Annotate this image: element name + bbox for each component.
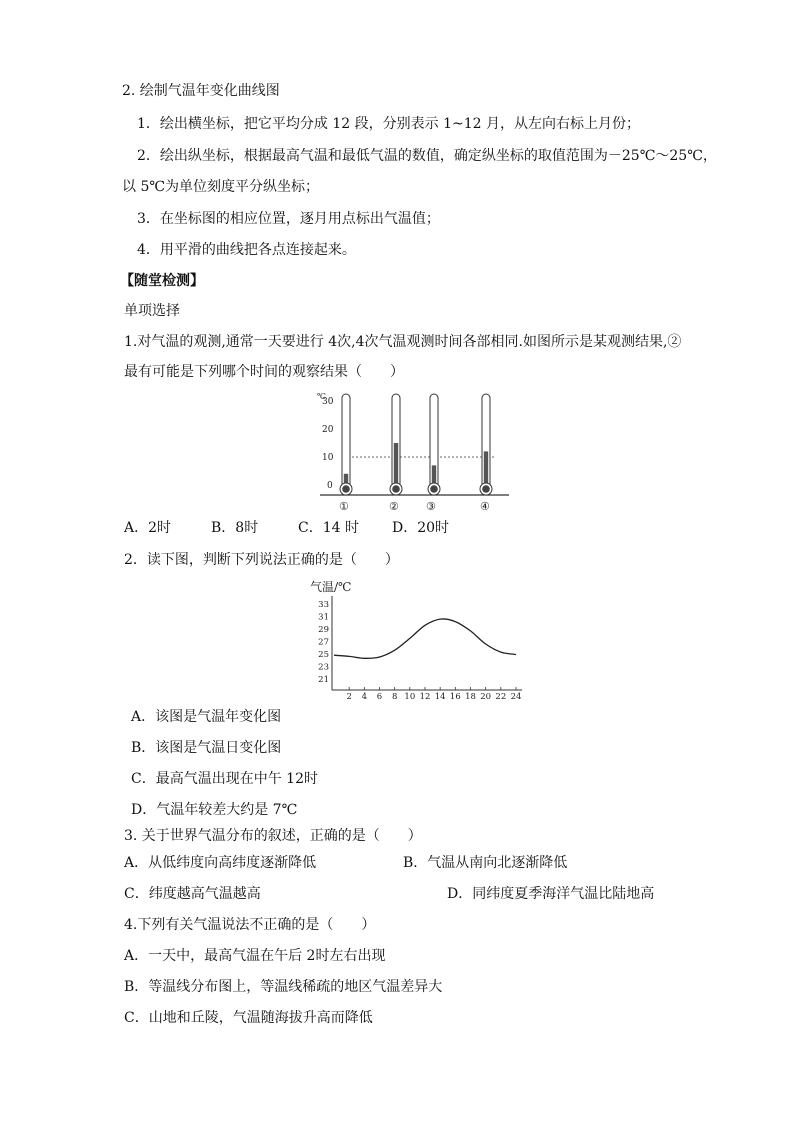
step-1: 1．绘出横坐标，把它平均分成 12 段，分别表示 1~12 月，从左向右标上月份； xyxy=(137,116,640,132)
q4-option-a: A．一天中，最高气温在午后 2时左右出现 xyxy=(124,948,386,964)
q1-stem: 1.对气温的观测,通常一天要进行 4次,4次气温观测时间各部相同.如图所示是某观测结果,② xyxy=(124,334,682,350)
x-tick-label: 12 xyxy=(419,692,431,702)
x-tick-label: 14 xyxy=(434,692,446,702)
q1-option-a: A．2时 xyxy=(124,520,172,536)
thermo-label-3: ③ xyxy=(426,500,436,513)
q2-option-a: A．该图是气温年变化图 xyxy=(131,709,282,725)
thermo-label-2: ② xyxy=(389,500,399,513)
thermo-tick-20: 20 xyxy=(322,425,334,435)
step-3: 3．在坐标图的相应位置，逐月用点标出气温值； xyxy=(137,211,440,227)
q2-stem: 2．读下图，判断下列说法正确的是（ ） xyxy=(124,552,399,568)
x-tick-label: 8 xyxy=(391,692,398,702)
thermometer-bulb xyxy=(342,485,350,493)
q4-stem: 4.下列有关气温说法不正确的是（ ） xyxy=(124,917,376,933)
thermo-tick-0: 0 xyxy=(327,481,333,491)
thermo-unit: ℃ xyxy=(317,392,326,401)
y-tick-label: 23 xyxy=(318,662,329,673)
y-tick-label: 33 xyxy=(318,600,329,611)
thermometer-bulb xyxy=(430,485,438,493)
q1-option-d: D．20时 xyxy=(392,520,450,536)
y-tick-label: 29 xyxy=(318,625,329,636)
chart-ylabel: 气温/℃ xyxy=(310,580,352,594)
y-tick-label: 25 xyxy=(318,649,329,660)
step-4: 4．用平滑的曲线把各点连接起来。 xyxy=(137,242,356,258)
question-type: 单项选择 xyxy=(124,303,180,319)
x-tick-label: 2 xyxy=(346,692,352,702)
thermo-label-1: ① xyxy=(339,500,349,513)
q2-option-d: D．气温年较差大约是 7℃ xyxy=(131,802,298,818)
temperature-curve xyxy=(334,619,516,658)
thermometer-bulb xyxy=(392,485,400,493)
x-tick-label: 10 xyxy=(404,692,416,702)
thermometer-figure xyxy=(314,390,514,514)
q2-option-c: C．最高气温出现在中午 12时 xyxy=(131,771,318,787)
x-tick-label: 6 xyxy=(376,692,383,702)
q3-option-d: D．同纬度夏季海洋气温比陆地高 xyxy=(447,886,655,902)
q4-option-c: C．山地和丘陵，气温随海拔升高而降低 xyxy=(124,1010,373,1026)
x-tick-label: 4 xyxy=(361,692,368,702)
thermometer-bulb xyxy=(482,485,490,493)
step-2: 2．绘出纵坐标，根据最高气温和最低气温的数值，确定纵坐标的取值范围为－25℃～25℃， xyxy=(137,148,717,164)
thermo-tick-30: 30 xyxy=(322,397,334,407)
q4-option-b: B．等温线分布图上，等温线稀疏的地区气温差异大 xyxy=(124,979,443,995)
x-tick-label: 20 xyxy=(480,692,492,702)
thermometer-mercury xyxy=(394,443,398,489)
q3-option-a: A．从低纬度向高纬度逐渐降低 xyxy=(124,855,317,871)
x-tick-label: 22 xyxy=(495,692,507,702)
x-tick-label: 24 xyxy=(510,692,522,702)
step-2-cont: 以 5℃为单位刻度平分纵坐标； xyxy=(122,179,320,195)
q3-option-c: C．纬度越高气温越高 xyxy=(124,886,261,902)
y-tick-label: 21 xyxy=(318,674,329,685)
q1-stem-cont: 最有可能是下列哪个时间的观察结果（ ） xyxy=(124,364,404,380)
q3-option-b: B．气温从南向北逐渐降低 xyxy=(403,855,568,871)
section-heading: 2. 绘制气温年变化曲线图 xyxy=(122,83,280,99)
check-title: 【随堂检测】 xyxy=(120,273,204,289)
thermo-label-4: ④ xyxy=(480,500,490,513)
y-tick-label: 27 xyxy=(318,637,329,648)
x-tick-label: 18 xyxy=(465,692,476,702)
q3-stem: 3. 关于世界气温分布的叙述，正确的是（ ） xyxy=(124,828,422,844)
y-tick-label: 31 xyxy=(318,612,329,623)
q1-option-b: B．8时 xyxy=(211,520,259,536)
x-tick-label: 16 xyxy=(449,692,461,702)
thermo-tick-10: 10 xyxy=(322,453,334,463)
q1-option-c: C．14 时 xyxy=(298,520,359,536)
daily-temperature-chart xyxy=(300,574,530,702)
q2-option-b: B．该图是气温日变化图 xyxy=(131,740,282,756)
